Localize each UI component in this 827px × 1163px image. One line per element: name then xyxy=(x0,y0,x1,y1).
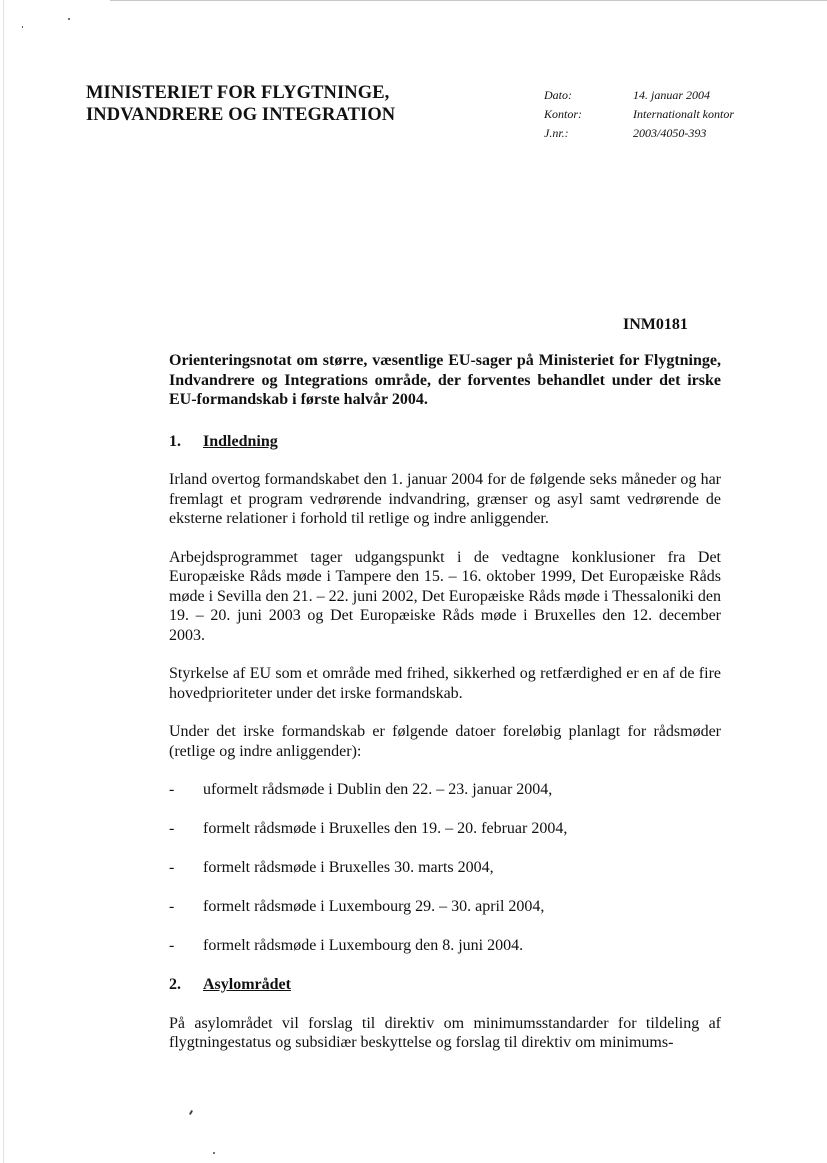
scan-speck xyxy=(213,1152,215,1154)
paragraph: Styrkelse af EU som et område med frihed, sikkerhed og retfærdighed er en af de fire hovedprioriteter under det irske formandskab. xyxy=(169,665,721,702)
list-item-text: formelt rådsmøde i Luxembourg den 8. juni 2004. xyxy=(203,937,524,954)
section-title: Asylområdet xyxy=(203,976,291,993)
scan-speck xyxy=(22,26,23,28)
list-marker: - xyxy=(169,937,175,954)
paragraph: Irland overtog formandskabet den 1. januar 2004 for de følgende seks måneder og har fremlagt et program vedrørende indvandring, grænser og asyl samt vedrørende de eksterne relationer i forhold til retlige og indre anliggender. xyxy=(169,471,721,527)
meta-row-journal xyxy=(544,124,734,143)
section-number: 1. xyxy=(169,432,181,450)
list-marker: - xyxy=(169,898,175,915)
document-title: Orienteringsnotat om større, væsentlige EU-sager på Ministeriet for Flygtninge, Indvandrere og Integrations område, der forventes behandlet under det irske EU-formandskab i første halvår 2004. xyxy=(169,352,721,408)
list-item-text: formelt rådsmøde i Luxembourg 29. – 30. april 2004, xyxy=(203,898,545,915)
list-item xyxy=(169,858,721,878)
document-meta xyxy=(544,86,734,143)
section-title: Indledning xyxy=(203,432,278,450)
ministry-line-2: INDVANDRERE OG INTEGRATION xyxy=(86,105,396,125)
scan-left-edge xyxy=(3,0,4,1163)
list-marker: - xyxy=(169,859,175,876)
meta-value: 2003/4050-393 xyxy=(633,126,707,140)
meta-row-office xyxy=(544,105,734,124)
meeting-list xyxy=(169,780,721,956)
meta-label: Dato: xyxy=(544,88,572,102)
list-item-text: formelt rådsmøde i Bruxelles den 19. – 20. februar 2004, xyxy=(203,820,568,837)
section-heading xyxy=(169,975,721,995)
list-item xyxy=(169,936,721,956)
scan-top-edge xyxy=(110,0,827,1)
paragraph: På asylområdet vil forslag til direktiv om minimumsstandarder for tildeling af flygtningestatus og subsidiær beskyttelse og forslag til direktiv om minimums- xyxy=(169,1014,721,1051)
list-marker: - xyxy=(169,781,175,798)
meta-label: J.nr.: xyxy=(544,126,569,140)
list-item-text: formelt rådsmøde i Bruxelles 30. marts 2004, xyxy=(203,859,494,876)
meta-value: 14. januar 2004 xyxy=(633,88,711,102)
section-heading xyxy=(169,432,721,452)
section-number: 2. xyxy=(169,976,181,993)
meta-label: Kontor: xyxy=(544,107,583,121)
paragraph: Arbejdsprogrammet tager udgangspunkt i de vedtagne konklusioner fra Det Europæiske Råds møde i Tampere den 15. – 16. oktober 1999, Det Europæiske Råds møde i Sevilla den 21. – 22. juni 2002, Det Europæiske Råds møde i Thessaloniki den 19. – 20. juni 2003 og Det Europæiske Råds møde i Bruxelles den 12. december 2003. xyxy=(169,548,721,644)
list-item xyxy=(169,819,721,839)
list-item-text: uformelt rådsmøde i Dublin den 22. – 23. januar 2004, xyxy=(203,781,553,798)
list-item xyxy=(169,780,721,800)
paragraph: Under det irske formandskab er følgende datoer foreløbig planlagt for rådsmøder (retlige og indre anliggender): xyxy=(169,723,721,760)
scan-speck xyxy=(189,1110,193,1115)
document-id: INM0181 xyxy=(623,316,688,333)
ministry-name xyxy=(86,82,395,126)
scan-speck xyxy=(68,18,70,20)
meta-row-date xyxy=(544,86,734,105)
meta-value: Internationalt kontor xyxy=(633,107,734,121)
list-marker: - xyxy=(169,820,175,837)
ministry-line-1: MINISTERIET FOR FLYGTNINGE, xyxy=(86,83,390,103)
document-body xyxy=(169,351,721,1053)
list-item xyxy=(169,897,721,917)
